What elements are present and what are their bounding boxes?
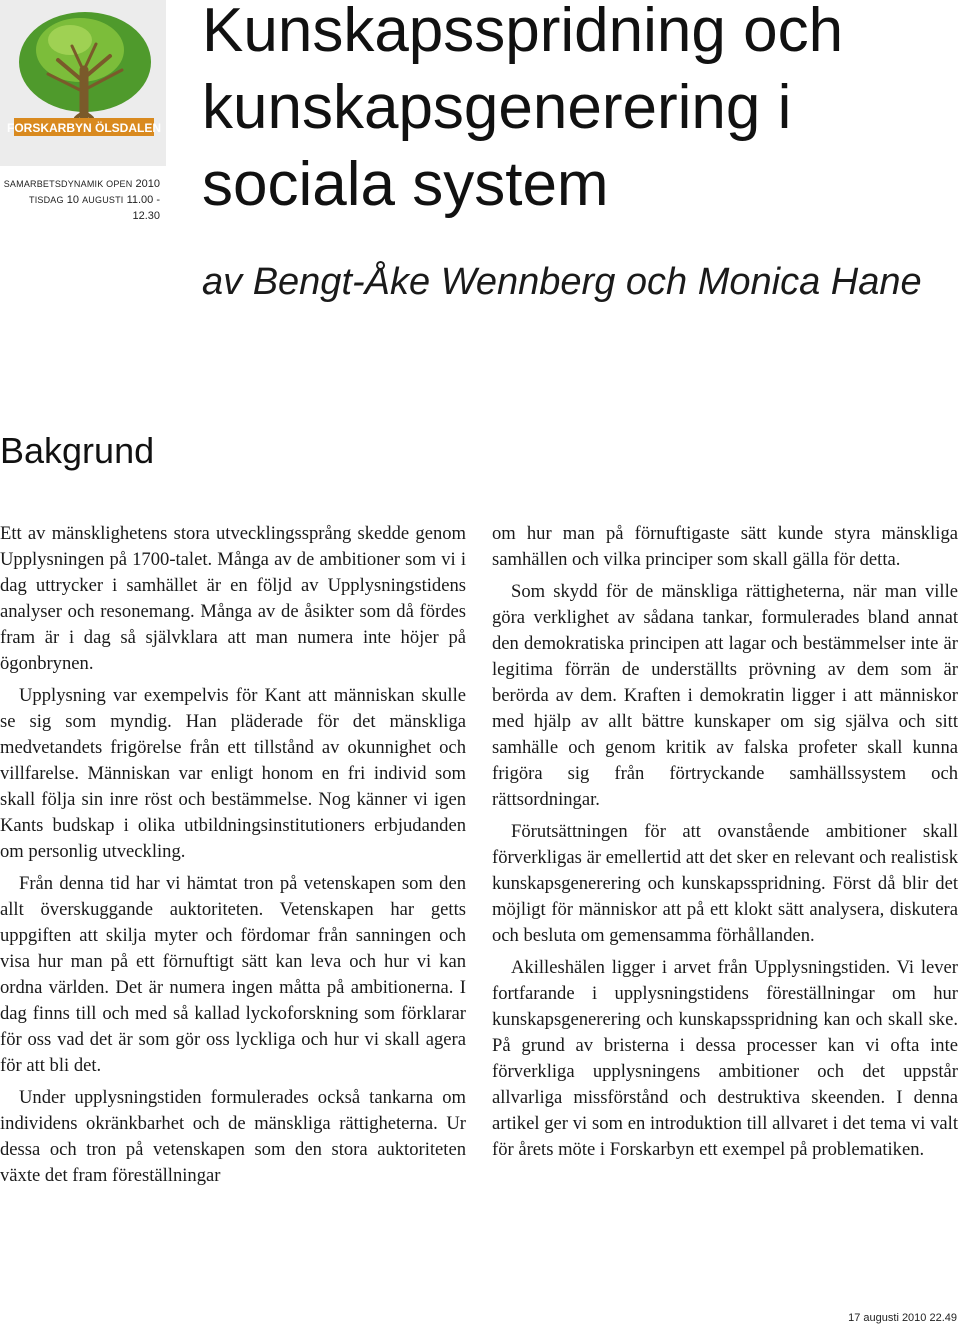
tree-logo-icon [0, 0, 166, 166]
print-timestamp: 17 augusti 2010 22.49 [848, 1312, 957, 1324]
event-day: 10 [66, 194, 80, 206]
event-time: 11.00 - 12.30 [126, 194, 160, 222]
event-meta [0, 176, 160, 224]
paragraph: Som skydd för de mänskliga rättigheterna, när man ville göra verklighet av sådana tankar, formulerades bland annat den demokratiska principen att lagar och bestämmelser inte är legitima förrän de underställts prövning av dem som är berörda av dem. Kraften i demokratin ligger i att människor med hjälp av allt bättre kunskaper om sig själva och sitt samhälle och genom kritik av falska profeter skall kunna frigöra sig från förtryckande samhällssystem och rättsordningar. [492, 581, 958, 810]
right-column [492, 521, 958, 1169]
left-column [0, 521, 466, 1195]
paragraph: Förutsättningen för att ovanstående ambitioner skall förverkligas är emellertid att det sker en relevant och realistisk kunskapsgenerering och kunskapsspridning. Först då blir det möjligt för människor att på ett klokt sätt analysera, diskutera och besluta om gemensamma förhållanden. [492, 821, 958, 946]
paragraph: om hur man på förnuftigaste sätt kunde styra mänskliga samhällen och vilka principer som skall gälla för detta. [492, 523, 958, 570]
event-name: SAMARBETSDYNAMIK OPEN [3, 179, 133, 189]
event-weekday: TISDAG [29, 195, 64, 205]
event-name-line [0, 176, 160, 192]
event-month: AUGUSTI [82, 195, 124, 205]
event-time-line [0, 192, 160, 224]
paragraph: Från denna tid har vi hämtat tron på vetenskapen som den allt överskuggande auktoriteten. Vetenskapen har getts uppgiften att skilja myter och fördomar från sanningen och visa hur man på ett förnuftigt sätt kan leva och hur vi kan ordna världen. Det är numera ingen måtta på ambitionerna. I dag finns till och med så kallad lyckoforskning som förklarar för oss vad det är som gör oss lyckliga och hur vi skall agera för att bli det. [0, 873, 466, 1076]
section-heading: Bakgrund [0, 430, 155, 471]
paragraph: Akilleshälen ligger i arvet från Upplysningstiden. Vi lever fortfarande i upplysningstidens föreställningar om hur kunskapsgenerering och kunskapsspridning kan och skall ske. På grund av bristerna i dessa processer kan vi ofta inte förverkliga upplysningens ambitioner och det uppstår allvarliga missförstånd och destruktiva skeenden. I denna artikel ger vi som en introduktion till allvaret i det tema vi valt för årets möte i Forskarbyn ett exempel på problematiken. [492, 957, 958, 1160]
paragraph: Upplysning var exempelvis för Kant att människan skulle se sig som myndig. Han pläderade för det mänskliga medvetandets frigörelse från ett tillstånd av okunnighet och villfarelse. Människan var enligt honom en fri individ som skall följa sin inre röst och bestämmelse. Nog känner vi igen Kants budskap i olika utbildningsinstitutioners erbjudanden om personlig utveckling. [0, 685, 466, 862]
paragraph: Ett av mänsklighetens stora utvecklingssprång skedde genom Upplysningen på 1700-talet. Många av de ambitioner som vi i dag uttrycker i samhället är en följd av Upplysningstidens analyser och resonemang. Många av de åsikter som då fördes fram är i dag så självklara att man numera inte höjer på ögonbrynen. [0, 523, 466, 674]
logo-wordmark-text: FORSKARBYN ÖLSDALEN [6, 121, 162, 135]
event-year: 2010 [135, 178, 160, 190]
paragraph: Under upplysningstiden formulerades också tankarna om individens okränkbarhet och de mänskliga rättigheterna. Ur dessa och tron på vetenskapen som den stora auktoriteten växte det fram föreställningar [0, 1087, 466, 1186]
page-title: Kunskapsspridning och kunskapsgenerering i sociala system [202, 0, 844, 219]
logo [0, 0, 166, 166]
authors: av Bengt-Åke Wennberg och Monica Hane [202, 261, 922, 303]
